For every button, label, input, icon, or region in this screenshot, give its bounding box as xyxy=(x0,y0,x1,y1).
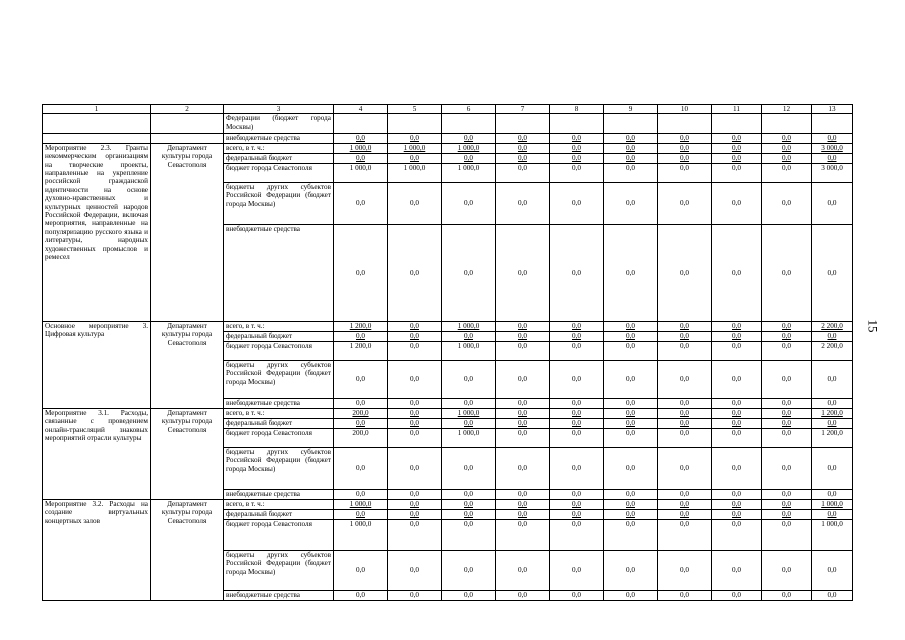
dept-cell xyxy=(151,114,224,134)
value-cell: 0,0 xyxy=(812,590,853,600)
value-cell: 0,0 xyxy=(604,331,658,341)
name-cell xyxy=(43,134,151,143)
value-cell: 0,0 xyxy=(442,550,496,590)
value-cell: 0,0 xyxy=(388,224,442,321)
value-cell: 0,0 xyxy=(496,163,550,182)
value-cell: 0,0 xyxy=(762,341,812,360)
value-cell: 0,0 xyxy=(496,408,550,418)
value-cell: 0,0 xyxy=(496,428,550,447)
page-number: 15 xyxy=(865,319,881,333)
value-cell: 0,0 xyxy=(604,182,658,224)
value-cell xyxy=(388,114,442,134)
value-cell: 0,0 xyxy=(388,447,442,489)
value-cell: 0,0 xyxy=(496,224,550,321)
funding-source-cell: всего, в т. ч.: xyxy=(224,408,334,418)
value-cell: 1 000,0 xyxy=(442,428,496,447)
value-cell: 0,0 xyxy=(658,163,712,182)
funding-source-cell: бюджет города Севастополя xyxy=(224,428,334,447)
funding-source-cell: внебюджетные средства xyxy=(224,489,334,499)
value-cell: 0,0 xyxy=(442,447,496,489)
value-cell: 0,0 xyxy=(442,398,496,408)
value-cell: 2 200,0 xyxy=(812,321,853,331)
value-cell: 0,0 xyxy=(388,408,442,418)
value-cell: 0,0 xyxy=(712,153,762,163)
table-row xyxy=(43,408,853,418)
header-cell: 12 xyxy=(762,105,812,114)
funding-source-cell: всего, в т. ч.: xyxy=(224,499,334,509)
value-cell: 0,0 xyxy=(496,447,550,489)
value-cell: 0,0 xyxy=(334,224,388,321)
header-cell: 11 xyxy=(712,105,762,114)
value-cell xyxy=(762,114,812,134)
value-cell: 0,0 xyxy=(658,408,712,418)
value-cell: 0,0 xyxy=(388,321,442,331)
value-cell: 0,0 xyxy=(550,408,604,418)
value-cell: 0,0 xyxy=(604,163,658,182)
value-cell: 0,0 xyxy=(658,153,712,163)
value-cell: 0,0 xyxy=(496,398,550,408)
value-cell: 0,0 xyxy=(762,489,812,499)
value-cell: 0,0 xyxy=(762,418,812,428)
value-cell: 0,0 xyxy=(604,360,658,398)
funding-source-cell: бюджет города Севастополя xyxy=(224,341,334,360)
value-cell xyxy=(334,114,388,134)
funding-source-cell: федеральный бюджет xyxy=(224,331,334,341)
value-cell: 0,0 xyxy=(388,489,442,499)
value-cell: 0,0 xyxy=(712,398,762,408)
value-cell: 0,0 xyxy=(388,398,442,408)
funding-source-cell: внебюджетные средства xyxy=(224,224,334,321)
value-cell: 0,0 xyxy=(712,447,762,489)
value-cell: 1 000,0 xyxy=(442,341,496,360)
value-cell: 0,0 xyxy=(334,331,388,341)
measure-name-cell: Мероприятие 3.1. Расходы, связанные с проведением онлайн-трансляций знаковых мероприятий отрасли культуры xyxy=(43,408,151,499)
value-cell: 0,0 xyxy=(604,153,658,163)
value-cell xyxy=(812,114,853,134)
value-cell: 0,0 xyxy=(496,182,550,224)
value-cell: 0,0 xyxy=(762,408,812,418)
value-cell: 0,0 xyxy=(812,182,853,224)
header-cell: 5 xyxy=(388,105,442,114)
funding-source-cell: бюджеты других субъектов Российской Федерации (бюджет города Москвы) xyxy=(224,550,334,590)
value-cell: 0,0 xyxy=(550,499,604,509)
value-cell: 0,0 xyxy=(762,163,812,182)
value-cell: 200,0 xyxy=(334,408,388,418)
value-cell: 0,0 xyxy=(762,428,812,447)
value-cell: 1 200,0 xyxy=(812,428,853,447)
value-cell: 0,0 xyxy=(550,341,604,360)
value-cell: 0,0 xyxy=(334,447,388,489)
department-cell: Департамент культуры города Севастополя xyxy=(151,143,224,321)
value-cell: 0,0 xyxy=(658,224,712,321)
value-cell: 0,0 xyxy=(658,550,712,590)
value-cell: 0,0 xyxy=(334,134,388,143)
value-cell: 0,0 xyxy=(762,153,812,163)
value-cell: 1 000,0 xyxy=(812,499,853,509)
value-cell: 0,0 xyxy=(812,331,853,341)
funding-source-cell: федеральный бюджет xyxy=(224,153,334,163)
value-cell: 1 000,0 xyxy=(442,408,496,418)
value-cell: 3 000,0 xyxy=(812,143,853,153)
value-cell: 0,0 xyxy=(762,321,812,331)
value-cell: 0,0 xyxy=(388,519,442,550)
header-cell: 10 xyxy=(658,105,712,114)
funding-source-cell: всего, в т. ч.: xyxy=(224,143,334,153)
value-cell: 0,0 xyxy=(712,428,762,447)
value-cell: 0,0 xyxy=(712,224,762,321)
table-row xyxy=(43,499,853,509)
value-cell: 0,0 xyxy=(658,519,712,550)
value-cell: 0,0 xyxy=(712,519,762,550)
value-cell: 0,0 xyxy=(658,331,712,341)
dept-cell xyxy=(151,134,224,143)
value-cell: 0,0 xyxy=(550,550,604,590)
value-cell: 0,0 xyxy=(442,182,496,224)
value-cell: 0,0 xyxy=(762,550,812,590)
value-cell: 0,0 xyxy=(712,331,762,341)
value-cell: 0,0 xyxy=(604,499,658,509)
value-cell: 0,0 xyxy=(812,153,853,163)
value-cell: 1 000,0 xyxy=(334,519,388,550)
header-cell: 1 xyxy=(43,105,151,114)
value-cell: 0,0 xyxy=(550,447,604,489)
header-cell: 3 xyxy=(224,105,334,114)
value-cell: 1 000,0 xyxy=(388,163,442,182)
value-cell: 0,0 xyxy=(550,321,604,331)
value-cell: 0,0 xyxy=(442,134,496,143)
value-cell: 1 200,0 xyxy=(334,341,388,360)
header-row xyxy=(43,105,853,114)
table-row xyxy=(43,143,853,153)
value-cell: 0,0 xyxy=(712,590,762,600)
value-cell: 0,0 xyxy=(604,447,658,489)
value-cell: 0,0 xyxy=(496,550,550,590)
value-cell: 0,0 xyxy=(604,398,658,408)
value-cell: 0,0 xyxy=(388,590,442,600)
value-cell: 0,0 xyxy=(658,182,712,224)
measure-name-cell: Мероприятие 2.3. Гранты некоммерческим организациям на творческие проекты, направленные на укрепление российской гражданской идентичности на основе духовно-нравственных и культурных ценностей народов Российской Федерации, включая мероприятия, направленные на популяризацию русского языка и литературы, народных художественных промыслов и ремесел xyxy=(43,143,151,321)
value-cell: 0,0 xyxy=(388,153,442,163)
value-cell: 0,0 xyxy=(812,447,853,489)
value-cell: 0,0 xyxy=(442,418,496,428)
value-cell: 0,0 xyxy=(712,321,762,331)
value-cell: 0,0 xyxy=(762,360,812,398)
value-cell: 0,0 xyxy=(712,182,762,224)
value-cell: 0,0 xyxy=(496,509,550,519)
value-cell: 0,0 xyxy=(712,408,762,418)
department-cell: Департамент культуры города Севастополя xyxy=(151,499,224,600)
value-cell: 0,0 xyxy=(812,360,853,398)
value-cell: 0,0 xyxy=(388,134,442,143)
value-cell: 0,0 xyxy=(442,590,496,600)
value-cell: 0,0 xyxy=(658,321,712,331)
value-cell: 2 200,0 xyxy=(812,341,853,360)
value-cell: 0,0 xyxy=(550,224,604,321)
value-cell: 0,0 xyxy=(550,489,604,499)
value-cell: 0,0 xyxy=(762,182,812,224)
value-cell: 0,0 xyxy=(550,360,604,398)
value-cell: 0,0 xyxy=(812,398,853,408)
header-cell: 6 xyxy=(442,105,496,114)
value-cell: 0,0 xyxy=(712,163,762,182)
value-cell: 0,0 xyxy=(712,360,762,398)
funding-source-cell: бюджеты других субъектов Российской Федерации (бюджет города Москвы) xyxy=(224,447,334,489)
value-cell: 0,0 xyxy=(762,447,812,489)
name-cell xyxy=(43,114,151,134)
value-cell: 1 000,0 xyxy=(334,143,388,153)
value-cell xyxy=(658,114,712,134)
value-cell xyxy=(496,114,550,134)
funding-source-cell: федеральный бюджет xyxy=(224,509,334,519)
value-cell: 0,0 xyxy=(550,519,604,550)
value-cell: 0,0 xyxy=(604,418,658,428)
value-cell: 0,0 xyxy=(762,331,812,341)
table-body xyxy=(43,105,853,601)
value-cell: 0,0 xyxy=(334,360,388,398)
value-cell: 0,0 xyxy=(712,499,762,509)
value-cell: 0,0 xyxy=(658,134,712,143)
value-cell: 0,0 xyxy=(604,519,658,550)
value-cell: 0,0 xyxy=(388,509,442,519)
value-cell: 0,0 xyxy=(658,341,712,360)
value-cell: 0,0 xyxy=(496,499,550,509)
value-cell: 0,0 xyxy=(812,509,853,519)
value-cell: 0,0 xyxy=(442,224,496,321)
value-cell: 0,0 xyxy=(388,360,442,398)
header-cell: 13 xyxy=(812,105,853,114)
value-cell: 200,0 xyxy=(334,428,388,447)
value-cell: 0,0 xyxy=(712,489,762,499)
value-cell: 0,0 xyxy=(658,509,712,519)
funding-source-cell: бюджет города Севастополя xyxy=(224,163,334,182)
value-cell xyxy=(550,114,604,134)
value-cell: 0,0 xyxy=(658,360,712,398)
value-cell: 0,0 xyxy=(658,398,712,408)
header-cell: 8 xyxy=(550,105,604,114)
value-cell: 0,0 xyxy=(496,321,550,331)
value-cell: 1 000,0 xyxy=(334,163,388,182)
value-cell: 0,0 xyxy=(442,489,496,499)
value-cell: 0,0 xyxy=(550,428,604,447)
value-cell: 0,0 xyxy=(334,590,388,600)
funding-source-cell: внебюджетные средства xyxy=(224,590,334,600)
table-row xyxy=(43,321,853,331)
value-cell: 0,0 xyxy=(658,418,712,428)
value-cell: 1 000,0 xyxy=(388,143,442,153)
value-cell: 0,0 xyxy=(658,447,712,489)
budget-table xyxy=(42,104,853,601)
value-cell: 0,0 xyxy=(762,499,812,509)
value-cell: 0,0 xyxy=(604,550,658,590)
value-cell: 0,0 xyxy=(550,418,604,428)
value-cell: 0,0 xyxy=(496,489,550,499)
value-cell: 0,0 xyxy=(604,143,658,153)
value-cell: 0,0 xyxy=(334,182,388,224)
value-cell: 0,0 xyxy=(762,519,812,550)
value-cell: 0,0 xyxy=(658,489,712,499)
value-cell: 0,0 xyxy=(712,418,762,428)
value-cell: 0,0 xyxy=(762,143,812,153)
value-cell: 0,0 xyxy=(496,153,550,163)
value-cell: 0,0 xyxy=(812,550,853,590)
value-cell: 0,0 xyxy=(812,134,853,143)
value-cell: 1 000,0 xyxy=(442,143,496,153)
value-cell: 0,0 xyxy=(496,134,550,143)
value-cell: 0,0 xyxy=(604,590,658,600)
department-cell: Департамент культуры города Севастополя xyxy=(151,408,224,499)
value-cell: 0,0 xyxy=(334,489,388,499)
value-cell: 0,0 xyxy=(550,134,604,143)
value-cell: 0,0 xyxy=(550,509,604,519)
value-cell: 1 000,0 xyxy=(442,163,496,182)
value-cell: 0,0 xyxy=(442,509,496,519)
department-cell: Департамент культуры города Севастополя xyxy=(151,321,224,408)
value-cell: 0,0 xyxy=(334,509,388,519)
value-cell: 0,0 xyxy=(550,143,604,153)
value-cell: 0,0 xyxy=(762,398,812,408)
value-cell: 0,0 xyxy=(658,590,712,600)
funding-source-cell: бюджет города Севастополя xyxy=(224,519,334,550)
value-cell: 0,0 xyxy=(604,224,658,321)
table-row xyxy=(43,134,853,143)
value-cell: 1 000,0 xyxy=(812,519,853,550)
value-cell xyxy=(442,114,496,134)
value-cell: 0,0 xyxy=(550,331,604,341)
value-cell: 1 000,0 xyxy=(334,499,388,509)
value-cell: 0,0 xyxy=(604,341,658,360)
funding-source-cell: внебюджетные средства xyxy=(224,398,334,408)
value-cell: 0,0 xyxy=(812,489,853,499)
value-cell: 0,0 xyxy=(550,153,604,163)
value-cell: 0,0 xyxy=(388,550,442,590)
value-cell: 0,0 xyxy=(762,509,812,519)
value-cell: 0,0 xyxy=(658,499,712,509)
value-cell: 0,0 xyxy=(442,360,496,398)
value-cell: 0,0 xyxy=(658,143,712,153)
value-cell: 0,0 xyxy=(762,224,812,321)
value-cell: 0,0 xyxy=(388,341,442,360)
value-cell: 0,0 xyxy=(604,428,658,447)
table-row xyxy=(43,114,853,134)
funding-source-cell: федеральный бюджет xyxy=(224,418,334,428)
value-cell: 0,0 xyxy=(334,418,388,428)
funding-source-cell: бюджеты других субъектов Российской Федерации (бюджет города Москвы) xyxy=(224,360,334,398)
source-cell: Федерации (бюджет города Москвы) xyxy=(224,114,334,134)
value-cell: 0,0 xyxy=(604,408,658,418)
value-cell: 3 000,0 xyxy=(812,163,853,182)
value-cell: 0,0 xyxy=(712,341,762,360)
funding-source-cell: бюджеты других субъектов Российской Федерации (бюджет города Москвы) xyxy=(224,182,334,224)
header-cell: 4 xyxy=(334,105,388,114)
header-cell: 2 xyxy=(151,105,224,114)
value-cell: 0,0 xyxy=(388,499,442,509)
value-cell: 0,0 xyxy=(550,398,604,408)
value-cell: 0,0 xyxy=(604,321,658,331)
value-cell: 0,0 xyxy=(334,550,388,590)
value-cell: 0,0 xyxy=(712,550,762,590)
value-cell: 0,0 xyxy=(388,182,442,224)
value-cell: 1 200,0 xyxy=(812,408,853,418)
value-cell: 0,0 xyxy=(442,499,496,509)
value-cell: 0,0 xyxy=(496,519,550,550)
value-cell: 1 000,0 xyxy=(442,321,496,331)
header-cell: 9 xyxy=(604,105,658,114)
value-cell: 0,0 xyxy=(442,519,496,550)
source-cell: внебюджетные средства xyxy=(224,134,334,143)
value-cell: 0,0 xyxy=(496,590,550,600)
value-cell: 0,0 xyxy=(496,341,550,360)
value-cell: 0,0 xyxy=(812,418,853,428)
value-cell: 0,0 xyxy=(658,428,712,447)
value-cell: 0,0 xyxy=(496,143,550,153)
value-cell: 0,0 xyxy=(712,143,762,153)
value-cell xyxy=(712,114,762,134)
value-cell: 0,0 xyxy=(388,428,442,447)
value-cell: 0,0 xyxy=(496,418,550,428)
value-cell: 0,0 xyxy=(550,163,604,182)
value-cell: 0,0 xyxy=(496,360,550,398)
header-cell: 7 xyxy=(496,105,550,114)
value-cell xyxy=(604,114,658,134)
value-cell: 0,0 xyxy=(604,489,658,499)
measure-name-cell: Мероприятие 3.2. Расходы на создание виртуальных концертных залов xyxy=(43,499,151,600)
value-cell: 0,0 xyxy=(812,224,853,321)
value-cell: 0,0 xyxy=(712,134,762,143)
value-cell: 0,0 xyxy=(550,182,604,224)
value-cell: 1 200,0 xyxy=(334,321,388,331)
value-cell: 0,0 xyxy=(604,509,658,519)
funding-source-cell: всего, в т. ч.: xyxy=(224,321,334,331)
value-cell: 0,0 xyxy=(550,590,604,600)
value-cell: 0,0 xyxy=(334,153,388,163)
value-cell: 0,0 xyxy=(442,331,496,341)
value-cell: 0,0 xyxy=(762,590,812,600)
value-cell: 0,0 xyxy=(388,331,442,341)
value-cell: 0,0 xyxy=(496,331,550,341)
measure-name-cell: Основное мероприятие 3. Цифровая культура xyxy=(43,321,151,408)
value-cell: 0,0 xyxy=(442,153,496,163)
value-cell: 0,0 xyxy=(334,398,388,408)
value-cell: 0,0 xyxy=(388,418,442,428)
value-cell: 0,0 xyxy=(762,134,812,143)
value-cell: 0,0 xyxy=(604,134,658,143)
value-cell: 0,0 xyxy=(712,509,762,519)
